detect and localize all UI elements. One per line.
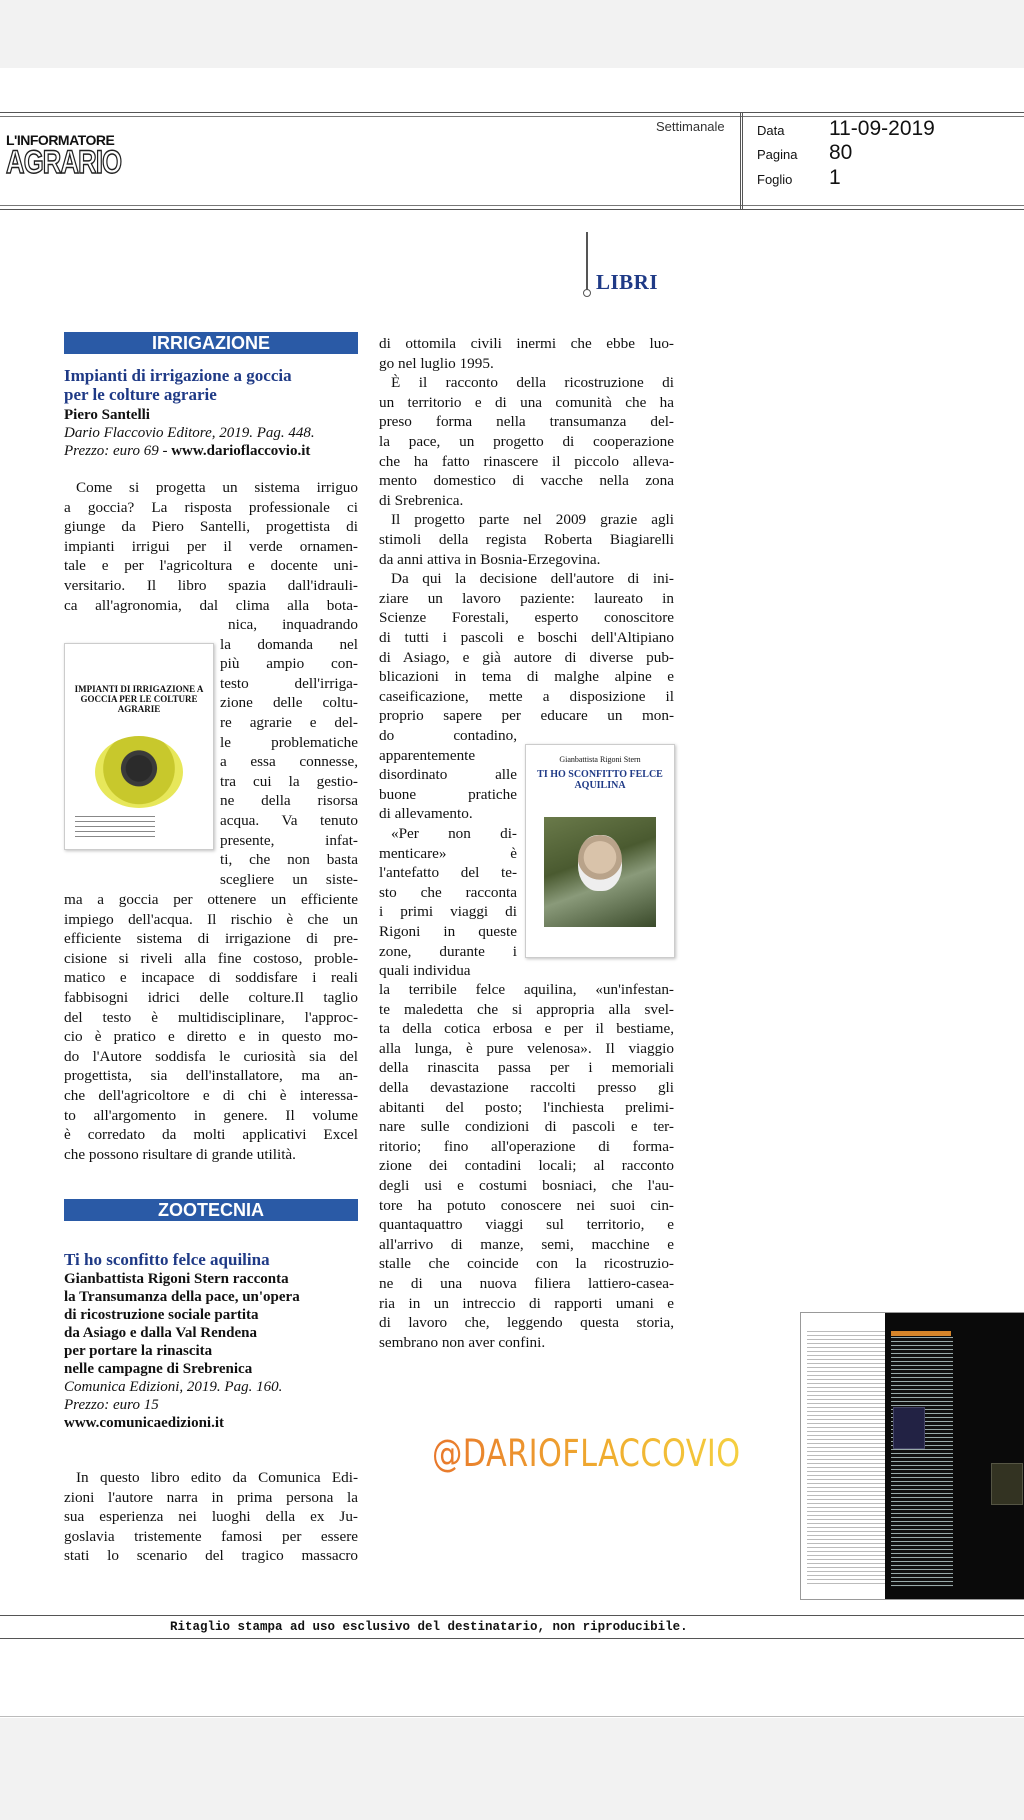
book2-publisher: Comunica Edizioni, 2019. Pag. 160. <box>64 1379 283 1395</box>
text-line: In questo libro edito da Comunica Edi- <box>76 1469 358 1486</box>
text-line: blicazioni in tema di malghe alpine e <box>379 668 674 686</box>
text-line: sto che racconta <box>379 883 517 901</box>
section-title: LIBRI <box>596 270 659 294</box>
text-line: impiego dell'acqua. Il rischio è che un <box>64 910 358 928</box>
text-line: stimoli della regista Roberta Biagiarelli <box>379 530 674 548</box>
thumb-cover <box>893 1407 925 1449</box>
text-line: ne di una nuova filiera lattiero-casea- <box>379 1274 674 1292</box>
text-line: a goccia? La risposta professionale ci <box>64 498 358 516</box>
book2-cover-author: Gianbattista Rigoni Stern <box>559 755 641 764</box>
text-line: tore ha potuto conoscere nei suoi cin- <box>379 1196 674 1214</box>
book2-subtitle-line: per portare la rinascita <box>64 1343 213 1359</box>
date-row <box>757 117 935 141</box>
text-line: testo dell'irriga- <box>220 674 358 692</box>
text-line: zione dei contadini locali; al racconto <box>379 1157 674 1175</box>
text-line: di Asiago, e già autore di diverse pub- <box>379 648 674 666</box>
book1-cover-image <box>64 643 214 850</box>
text-line: da anni attiva in Bosnia-Erzegovina. <box>379 550 601 568</box>
book1-text-bottom <box>64 890 358 1164</box>
text-line: Rigoni in queste <box>379 922 517 940</box>
book1-publisher: Dario Flaccovio Editore, 2019. Pag. 448. <box>64 425 315 441</box>
page-bottom-edge <box>0 1716 1024 1717</box>
section-marker <box>586 232 686 298</box>
text-line: che possono risultare di grande utilità. <box>64 1145 296 1163</box>
text-line: abitanti del posto; l'inchiesta prelimi- <box>379 1098 674 1116</box>
masthead <box>0 112 1024 210</box>
book2-title: Ti ho sconfitto felce aquilina <box>64 1250 270 1269</box>
book1-text-wrap <box>220 615 358 889</box>
text-line: ziare un lavoro paziente: laureato in <box>379 589 674 607</box>
text-line: versitario. Il libro spazia dall'idrauli- <box>64 576 358 594</box>
text-line: le problematiche <box>220 733 358 751</box>
text-line: fabbisogni idrici delle colture.Il taglio <box>64 988 358 1006</box>
text-line: scegliere un siste- <box>220 870 358 888</box>
book2-subtitle-line: la Transumanza della pace, un'opera <box>64 1289 300 1305</box>
text-line: la terribile felce aquilina, «un'infestan- <box>379 981 674 998</box>
category-irrigazione: IRRIGAZIONE <box>64 332 358 354</box>
text-line: buone pratiche <box>379 785 517 803</box>
text-line: zioni l'autore narra in prima persona la <box>64 1488 358 1506</box>
text-line: zone, durante i <box>379 942 517 960</box>
book2-text-col2-wrap <box>379 726 517 981</box>
text-line: apparentemente <box>379 746 476 764</box>
text-line: zione delle coltu- <box>220 694 358 712</box>
logo-top-text: L'INFORMATORE <box>6 132 115 148</box>
text-line: Come si progetta un sistema irriguo <box>76 479 358 496</box>
text-line: di Srebrenica. <box>379 491 464 509</box>
text-line: a essa connesse, <box>220 753 358 771</box>
page-label: Pagina <box>757 147 798 162</box>
text-line: stati lo scenario del tragico massacro <box>64 1547 358 1565</box>
section-marker-dot <box>583 289 591 297</box>
text-line: nare sulle condizioni di pascoli e ter- <box>379 1118 674 1136</box>
book2-subtitle-line: da Asiago e dalla Val Rendena <box>64 1325 257 1341</box>
text-line: Da qui la decisione dell'autore di ini- <box>391 570 674 588</box>
text-line: stalle che coincide con la ricostruzio- <box>379 1255 674 1273</box>
dripper-image <box>95 736 183 808</box>
text-line: un territorio e di una comunità che ha <box>379 393 674 411</box>
text-line: disordinato alle <box>379 766 517 784</box>
thumb-text-column <box>891 1337 953 1587</box>
text-line: quali individua <box>379 962 471 980</box>
text-line: Il progetto parte nel 2009 grazie agli <box>391 511 674 529</box>
text-line: ria in un intreccio di rapporti umani e <box>379 1294 674 1312</box>
text-line: quantaquattro viaggi sul territorio, e <box>379 1216 674 1234</box>
text-line: efficiente sistema di irrigazione di pre- <box>64 930 358 948</box>
text-line: giunge da Piero Santelli, progettista di <box>64 518 358 536</box>
date-value: 11-09-2019 <box>829 117 935 140</box>
portrait-face <box>578 835 622 891</box>
text-line: ma a goccia per ottenere un efficiente <box>64 891 358 908</box>
text-line: di ottomila civili inermi che ebbe luo- <box>379 335 674 352</box>
logo-bottom-text: AGRARIO <box>6 144 122 180</box>
book1-price-line <box>64 443 310 459</box>
text-line: i primi viaggi di <box>379 903 517 921</box>
text-line: cio è pratico e diretto e in questo mo- <box>64 1028 358 1046</box>
book2-subtitle-line: Gianbattista Rigoni Stern racconta <box>64 1271 289 1287</box>
info-box <box>740 113 1024 209</box>
text-line: tale e per l'agricoltura e docente uni- <box>64 557 358 575</box>
book1-title <box>64 366 364 404</box>
book2-subtitle-line: di ricostruzione sociale partita <box>64 1307 259 1323</box>
cover-text-lines <box>75 816 155 840</box>
book2-text-col2-top <box>379 334 674 726</box>
book2-cover-title: TI HO SCONFITTO FELCE AQUILINA <box>537 769 663 791</box>
text-line: caseificazione, mette a disposizione il <box>379 687 674 705</box>
sheet-label: Foglio <box>757 172 793 187</box>
book2-price: Prezzo: euro 15 <box>64 1397 159 1413</box>
text-line: Scienze Forestali, esperto conoscitore <box>379 609 674 627</box>
text-line: preso forma nella transumanza del- <box>379 413 674 431</box>
title-line: Impianti di irrigazione a goccia <box>64 366 292 385</box>
text-line: è corredato da molti applicativi Excel <box>64 1126 358 1144</box>
text-line: cisione si riveli alla fine costoso, proble- <box>64 949 358 967</box>
sheet-row <box>757 166 841 190</box>
text-line: la pace, un progetto di cooperazione <box>379 432 674 450</box>
thumb-cover <box>991 1463 1023 1505</box>
book1-text-top <box>64 478 358 615</box>
clipping-footer <box>0 1615 1024 1639</box>
thumb-heading <box>891 1331 951 1336</box>
text-line: all'arrivo di manze, semi, macchine e <box>379 1235 674 1253</box>
text-line: più ampio con- <box>220 655 358 673</box>
text-line: ne della risorsa <box>220 792 358 810</box>
book1-cover-title: IMPIANTI DI IRRIGAZIONE A GOCCIA PER LE COLTURE AGRARIE <box>74 684 204 714</box>
text-line: della devastazione raccolti presso gli <box>379 1078 674 1096</box>
text-line: ta della cotica erbosa e per il bestiame, <box>379 1020 674 1038</box>
text-line: del testo è multidisciplinare, l'approc- <box>64 1008 358 1026</box>
text-line: la domanda nel <box>220 635 358 653</box>
text-line: «Per non di- <box>391 824 517 842</box>
text-line: di allevamento. <box>379 805 473 823</box>
section-marker-bar <box>586 232 588 292</box>
publication-logo <box>6 132 122 180</box>
category-zootecnia: ZOOTECNIA <box>64 1199 358 1221</box>
book2-url: www.comunicaedizioni.it <box>64 1415 224 1431</box>
author-portrait-image <box>544 817 656 927</box>
text-line: proprio sapere per educare un mon- <box>379 707 674 725</box>
page-row <box>757 141 852 165</box>
text-line: acqua. Va tenuto <box>220 811 358 829</box>
text-line: che ha fatto rinascere il piccolo alleva- <box>379 452 674 470</box>
text-line: matico e incapace di soddisfare i reali <box>64 969 358 987</box>
book2-cover-image <box>525 744 675 958</box>
text-line: go nel luglio 1995. <box>379 354 494 372</box>
text-line: goslavia tristemente famosi per essere <box>64 1527 358 1545</box>
text-line: di lavoro che, leggendo questa storia, <box>379 1314 674 1332</box>
text-line: che dell'agricoltore e di chi è interessa- <box>64 1086 358 1104</box>
text-line: te maledetta che si appropria alla svel- <box>379 1000 674 1018</box>
text-line: to all'argomento in genere. Il volume <box>64 1106 358 1124</box>
text-line: di tutti i pascoli e boschi dell'Altipiano <box>379 628 674 646</box>
book2-text-left <box>64 1468 358 1566</box>
text-line: È il racconto della ricostruzione di <box>391 374 674 392</box>
text-line: alla lunga, è pure velenosa». Il viaggio <box>379 1039 674 1057</box>
text-line: tra cui la gestio- <box>220 772 358 790</box>
instagram-watermark: @DARIOFLACCOVIO <box>432 1432 741 1475</box>
text-line: do contadino, <box>379 727 517 744</box>
text-line: menticare» è <box>379 844 517 862</box>
book2-meta <box>64 1270 364 1432</box>
page-thumbnail-image <box>800 1312 1024 1600</box>
thumb-text-column <box>807 1331 885 1587</box>
footer-text: Ritaglio stampa ad uso esclusivo del destinatario, non riproducibile. <box>170 1620 688 1634</box>
page-value: 80 <box>829 141 853 164</box>
text-line: progettista, sia dell'installatore, ma an- <box>64 1067 358 1085</box>
book1-url: www.darioflaccovio.it <box>171 443 311 459</box>
text-line: ti, che non basta <box>220 851 358 869</box>
book2-text-col2-bottom <box>379 980 674 1352</box>
frequency-label: Settimanale <box>656 119 725 134</box>
text-line: impianti irrigui per il verde ornamen- <box>64 537 358 555</box>
text-line: do l'Autore soddisfa le curiosità sia del <box>64 1047 358 1065</box>
book2-subtitle-line: nelle campagne di Srebrenica <box>64 1361 253 1377</box>
text-line: ca all'agronomia, dal clima alla bota- <box>64 596 358 614</box>
text-line: della rinascita passa per i memoriali <box>379 1059 674 1077</box>
text-line: sembrano non aver confini. <box>379 1333 546 1351</box>
text-line: sua esperienza nei luoghi della ex Ju- <box>64 1508 358 1526</box>
text-line: ritorio; fino all'operazione di forma- <box>379 1137 674 1155</box>
text-line: l'antefatto del te- <box>379 864 517 882</box>
title-line: per le colture agrarie <box>64 385 217 404</box>
book1-author: Piero Santelli <box>64 407 150 423</box>
book1-price: Prezzo: euro 69 - <box>64 443 172 459</box>
book1-meta <box>64 406 364 460</box>
text-line: re agrarie e del- <box>220 713 358 731</box>
sheet-value: 1 <box>829 166 841 189</box>
date-label: Data <box>757 123 785 138</box>
text-line: nica, inquadrando <box>228 616 358 633</box>
text-line: degli usi e costumi bosniaci, che l'au- <box>379 1176 674 1194</box>
text-line: mento domestico di vacche nella zona <box>379 472 674 490</box>
text-line: presente, infat- <box>220 831 358 849</box>
